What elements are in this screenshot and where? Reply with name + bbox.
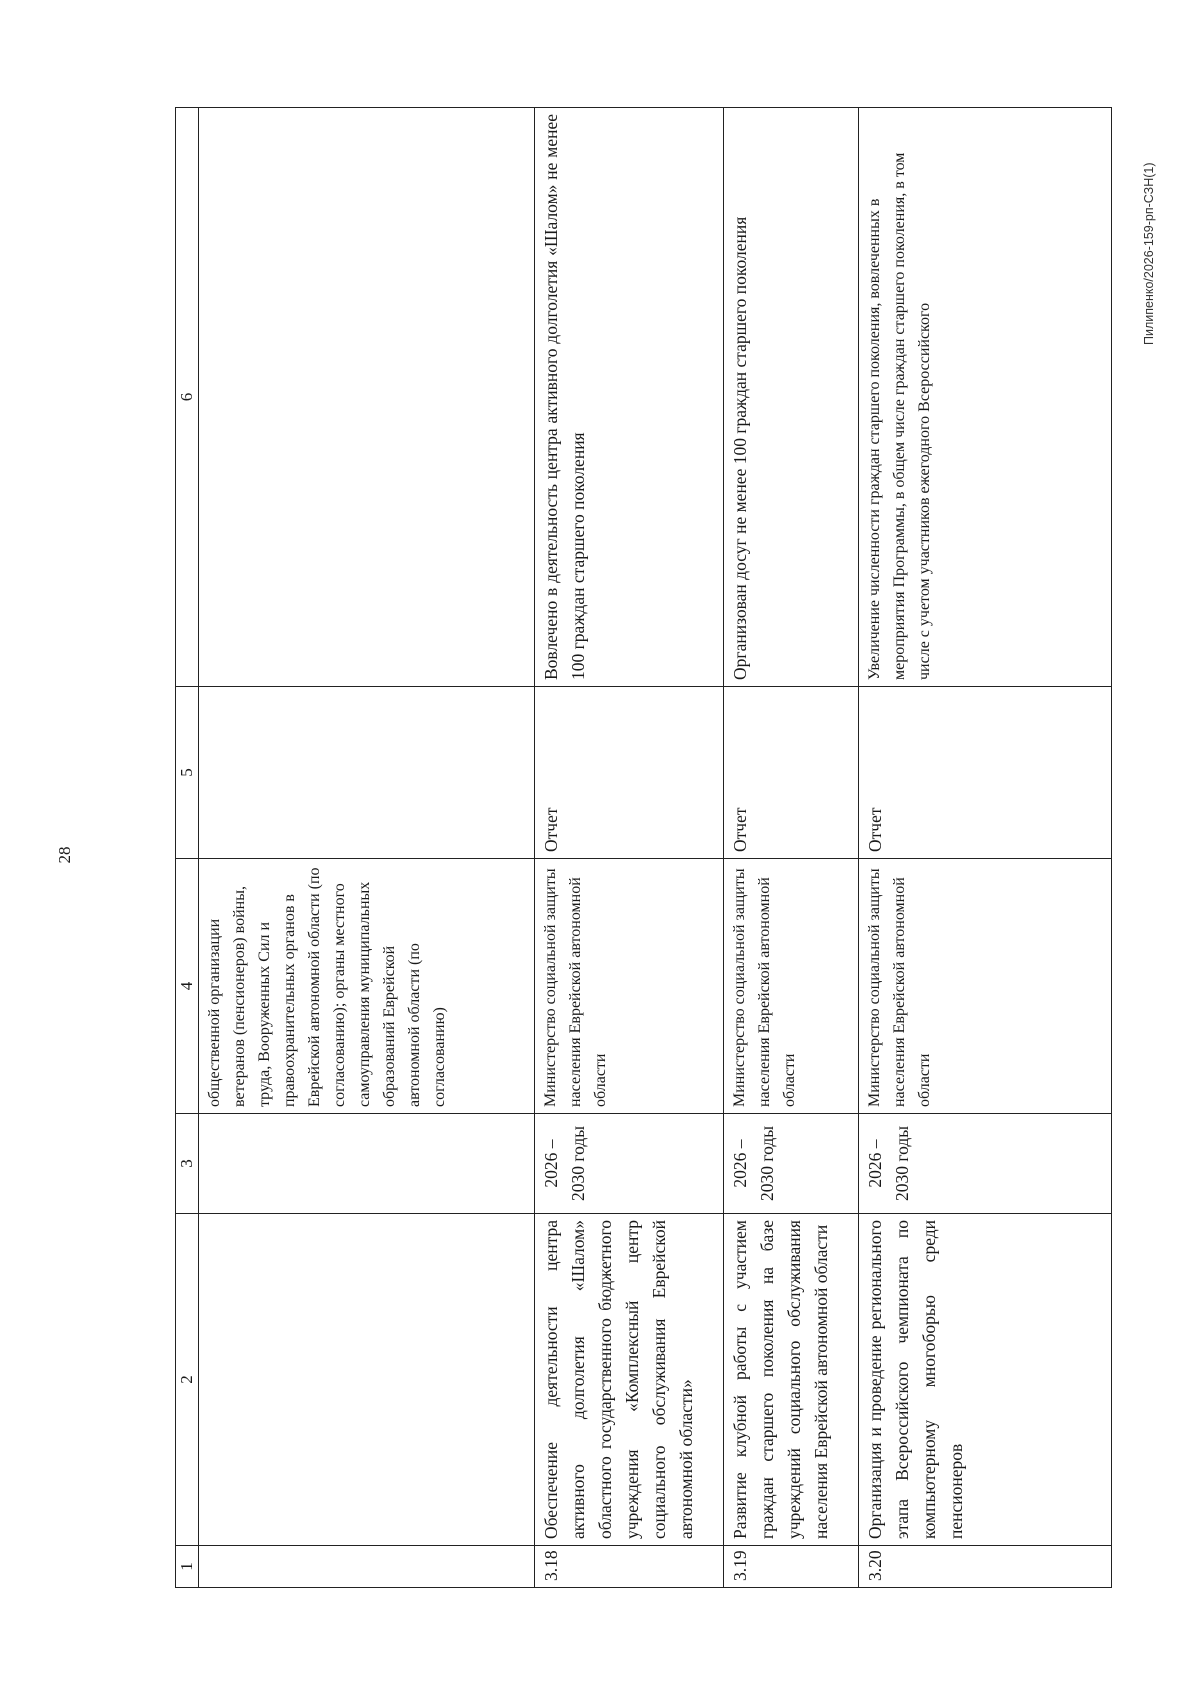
cell-responsible: Министерство социальной защиты населения Еврейской автономной области [535,859,724,1114]
cell-report: Отчет [859,687,1112,859]
cell-measure: Организация и проведение регионального этапа Всероссийского чемпионата по компьютерному многоборью среди пенсионеров [859,1214,1112,1546]
table-row [535,108,724,1588]
measures-table [175,107,1112,1588]
header-col-3: 3 [176,1114,199,1214]
header-col-5: 5 [176,687,199,859]
table-row-continuation [199,108,535,1588]
header-col-4: 4 [176,859,199,1114]
cell-measure: Развитие клубной работы с участием граждан старшего поколения на базе учреждений социального обслуживания населения Еврейской автономной области [724,1214,859,1546]
table-row [859,108,1112,1588]
cell-number: 3.19 [724,1546,859,1588]
cell-period: 2026 – 2030 годы [724,1114,859,1214]
cell-report: Отчет [724,687,859,859]
header-col-2: 2 [176,1214,199,1546]
cell-empty [199,1546,535,1588]
cell-empty [199,687,535,859]
cell-period: 2026 – 2030 годы [859,1114,1112,1214]
cell-measure: Обеспечение деятельности центра активного долголетия «Шалом» областного государственного бюджетного учреждения «Комплексный центр социального обслуживания Еврейской автономной области» [535,1214,724,1546]
header-col-6: 6 [176,108,199,687]
cell-number: 3.18 [535,1546,724,1588]
cell-period: 2026 – 2030 годы [535,1114,724,1214]
document-code: Пилипенко/2026-159-рп-СЗН(1) [1142,162,1156,345]
cell-number: 3.20 [859,1546,1112,1588]
program-table [175,108,1130,1588]
cell-responsible: Министерство социальной защиты населения Еврейской автономной области [724,859,859,1114]
cell-empty [199,108,535,687]
table-header-row [176,108,199,1588]
header-col-1: 1 [176,1546,199,1588]
cell-result: Организован досуг не менее 100 граждан старшего поколения [724,108,859,687]
cell-result: Вовлечено в деятельность центра активного долголетия «Шалом» не менее 100 граждан старшего поколения [535,108,724,687]
cell-result: Увеличение численности граждан старшего поколения, вовлеченных в мероприятия Программы, в общем числе граждан старшего поколения, в том числе с учетом участников ежегодного Всероссийского [859,108,1112,687]
cell-responsible: Министерство социальной защиты населения Еврейской автономной области [859,859,1112,1114]
cell-report: Отчет [535,687,724,859]
cell-empty [199,1114,535,1214]
cell-responsible-continuation: общественной организации ветеранов (пенсионеров) войны, труда, Вооруженных Сил и правоохранительных органов в Еврейской автономной области (по согласованию); органы местного самоуправления муниципальных образований Еврейской автономной области (по согласованию) [199,859,535,1114]
page-number: 28 [55,846,74,864]
table-row [724,108,859,1588]
cell-empty [199,1214,535,1546]
